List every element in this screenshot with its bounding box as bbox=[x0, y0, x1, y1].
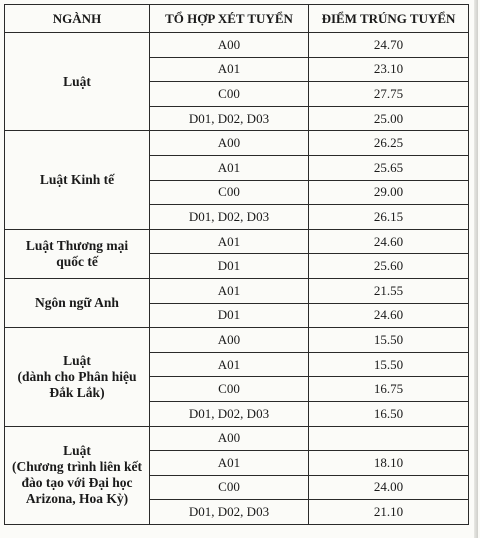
major-cell bbox=[5, 328, 150, 426]
combination-cell: C00 bbox=[150, 82, 309, 107]
score-cell: 16.50 bbox=[309, 401, 469, 426]
score-cell: 23.10 bbox=[309, 57, 469, 82]
major-cell bbox=[5, 426, 150, 524]
combination-cell: D01, D02, D03 bbox=[150, 401, 309, 426]
major-line: đào tạo với Đại học bbox=[21, 475, 133, 491]
combination-cell: C00 bbox=[150, 475, 309, 500]
combination-cell: A01 bbox=[150, 229, 309, 254]
score-cell bbox=[309, 426, 469, 451]
score-cell: 21.55 bbox=[309, 278, 469, 303]
score-cell: 15.50 bbox=[309, 352, 469, 377]
combination-cell: A01 bbox=[150, 278, 309, 303]
table-row bbox=[5, 278, 469, 303]
table-row bbox=[5, 426, 469, 451]
combination-cell: A00 bbox=[150, 328, 309, 353]
page-edge-shadow bbox=[474, 0, 478, 538]
score-cell: 16.75 bbox=[309, 377, 469, 402]
table-body bbox=[5, 33, 469, 525]
score-cell: 24.60 bbox=[309, 229, 469, 254]
major-line: quốc tế bbox=[56, 253, 98, 269]
major-line: Luật bbox=[63, 73, 91, 89]
score-cell: 24.00 bbox=[309, 475, 469, 500]
combination-cell: A00 bbox=[150, 131, 309, 156]
combination-cell: A00 bbox=[150, 33, 309, 58]
score-cell: 26.15 bbox=[309, 205, 469, 230]
combination-cell: C00 bbox=[150, 180, 309, 205]
score-cell: 26.25 bbox=[309, 131, 469, 156]
major-line: Arizona, Hoa Kỳ) bbox=[25, 491, 129, 507]
major-cell bbox=[5, 229, 150, 278]
combination-cell: D01, D02, D03 bbox=[150, 205, 309, 230]
header-major: NGÀNH bbox=[5, 5, 150, 33]
combination-cell: A01 bbox=[150, 155, 309, 180]
score-cell: 21.10 bbox=[309, 500, 469, 525]
score-cell: 29.00 bbox=[309, 180, 469, 205]
table-row bbox=[5, 131, 469, 156]
combination-cell: D01 bbox=[150, 303, 309, 328]
combination-cell: A00 bbox=[150, 426, 309, 451]
score-cell: 18.10 bbox=[309, 451, 469, 476]
major-line: Luật Kinh tế bbox=[39, 172, 115, 188]
admission-scores-table bbox=[4, 4, 469, 525]
table-row bbox=[5, 328, 469, 353]
combination-cell: A01 bbox=[150, 352, 309, 377]
major-line: Luật bbox=[63, 352, 91, 368]
major-line: Luật Thương mại bbox=[25, 237, 129, 253]
major-cell bbox=[5, 278, 150, 327]
combination-cell: D01, D02, D03 bbox=[150, 500, 309, 525]
score-cell: 25.65 bbox=[309, 155, 469, 180]
major-line: Đắk Lắk) bbox=[49, 384, 105, 400]
table-header-row bbox=[5, 5, 469, 33]
major-cell bbox=[5, 33, 150, 131]
combination-cell: A01 bbox=[150, 57, 309, 82]
table-row bbox=[5, 33, 469, 58]
header-score: ĐIỂM TRÚNG TUYỂN bbox=[309, 5, 469, 33]
score-cell: 24.70 bbox=[309, 33, 469, 58]
score-cell: 15.50 bbox=[309, 328, 469, 353]
major-line: Ngôn ngữ Anh bbox=[35, 295, 119, 311]
score-cell: 24.60 bbox=[309, 303, 469, 328]
major-cell bbox=[5, 131, 150, 229]
major-line: Luật bbox=[63, 443, 91, 459]
combination-cell: A01 bbox=[150, 451, 309, 476]
score-cell: 25.60 bbox=[309, 254, 469, 279]
combination-cell: D01 bbox=[150, 254, 309, 279]
table-row bbox=[5, 229, 469, 254]
score-cell: 25.00 bbox=[309, 106, 469, 131]
major-line: (dành cho Phân hiệu bbox=[17, 368, 137, 384]
header-combination: TỔ HỢP XÉT TUYỂN bbox=[150, 5, 309, 33]
major-line: (Chương trình liên kết bbox=[12, 459, 142, 475]
combination-cell: C00 bbox=[150, 377, 309, 402]
combination-cell: D01, D02, D03 bbox=[150, 106, 309, 131]
score-cell: 27.75 bbox=[309, 82, 469, 107]
